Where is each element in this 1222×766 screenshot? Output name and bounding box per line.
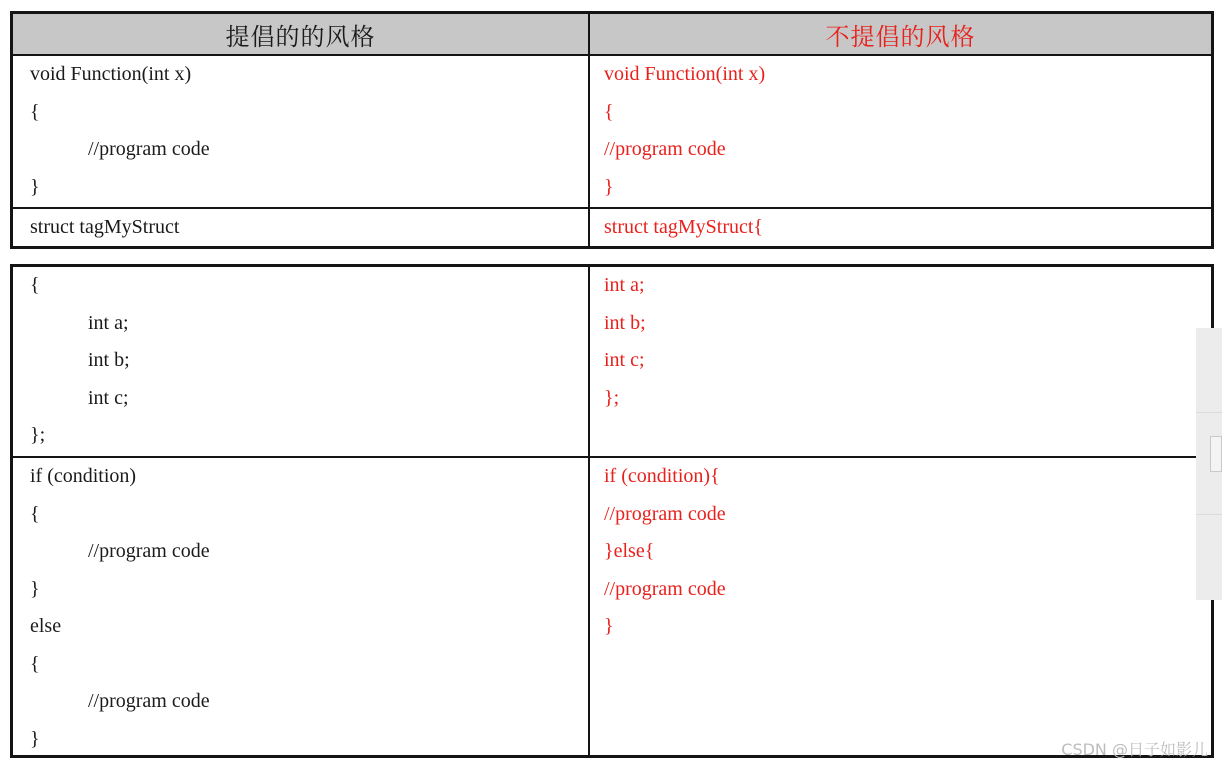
- code-line: };: [604, 386, 620, 409]
- code-line: //program code: [604, 577, 726, 600]
- header-recommended-style: 提倡的的风格: [13, 14, 590, 56]
- code-line: struct tagMyStruct: [30, 216, 180, 238]
- code-line: //program code: [604, 502, 726, 525]
- code-line: if (condition){: [604, 465, 720, 487]
- code-line: {: [30, 652, 40, 675]
- code-line: {: [30, 274, 40, 296]
- code-line: //program code: [604, 138, 726, 160]
- not-recommended-function-cell: [590, 56, 1211, 207]
- code-line: {: [604, 100, 614, 123]
- scrollbar-handle[interactable]: [1210, 436, 1222, 472]
- recommended-if-else-cell: [13, 456, 590, 758]
- recommended-struct-body-cell: [13, 267, 590, 456]
- code-line: else: [30, 615, 62, 637]
- code-line: }: [604, 175, 614, 198]
- code-line: }: [30, 727, 40, 750]
- style-comparison-table-bottom: [10, 264, 1214, 758]
- watermark: CSDN @日子如影儿: [1061, 740, 1208, 759]
- code-line: if (condition): [30, 465, 137, 487]
- code-line: struct tagMyStruct{: [604, 216, 764, 238]
- scrollbar-divider: [1196, 514, 1222, 515]
- code-line: void Function(int x): [30, 63, 192, 85]
- code-line: {: [30, 100, 40, 123]
- code-line: int c;: [88, 386, 129, 409]
- scrollbar-divider: [1196, 412, 1222, 413]
- code-line: int b;: [604, 311, 646, 334]
- code-line: int a;: [88, 311, 129, 334]
- code-line: {: [30, 502, 40, 525]
- code-line: int b;: [88, 349, 130, 371]
- not-recommended-if-else-cell: [590, 456, 1211, 758]
- code-line: int a;: [604, 274, 645, 296]
- recommended-struct-cell: [13, 207, 590, 247]
- code-line: //program code: [88, 690, 210, 712]
- code-line: }: [30, 175, 40, 198]
- code-line: //program code: [88, 540, 210, 562]
- code-line: }: [604, 615, 614, 637]
- code-line: }: [30, 577, 40, 600]
- recommended-function-cell: [13, 56, 590, 207]
- code-line: void Function(int x): [604, 63, 766, 85]
- not-recommended-struct-cell: [590, 207, 1211, 247]
- code-line: };: [30, 424, 46, 446]
- not-recommended-struct-body-cell: [590, 267, 1211, 456]
- header-not-recommended-style: 不提倡的风格: [590, 14, 1211, 56]
- code-line: }else{: [604, 540, 655, 562]
- code-line: //program code: [88, 138, 210, 160]
- code-line: int c;: [604, 349, 645, 371]
- style-comparison-table-top: [10, 11, 1214, 249]
